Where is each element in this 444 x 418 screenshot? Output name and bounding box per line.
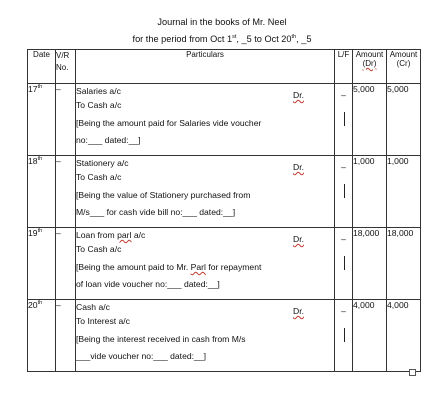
entry-narration-line2: M/s___ for cash vide bill no:___ dated:__] bbox=[76, 207, 236, 217]
entry-amount-dr: 5,000 bbox=[353, 84, 387, 156]
entry-amount-cr: 4,000 bbox=[387, 300, 421, 372]
entry-day-suffix: th bbox=[37, 228, 43, 235]
entry-lf-dash: – bbox=[341, 162, 346, 172]
entry-credit-account: To Cash a/c bbox=[76, 172, 122, 182]
entry-dr-label: Dr. bbox=[293, 90, 304, 100]
entry-day: 19 bbox=[28, 228, 38, 238]
period-start-suffix: st bbox=[232, 33, 237, 40]
entry-vr: – bbox=[56, 300, 76, 372]
spellcheck-word: Parl bbox=[190, 262, 206, 272]
entry-day: 17 bbox=[28, 84, 38, 94]
period-end-suffix: th bbox=[291, 33, 297, 40]
header-amount-dr-line2: (Dr) bbox=[362, 59, 377, 68]
journal-entry-row bbox=[28, 228, 421, 300]
entry-day: 18 bbox=[28, 156, 38, 166]
header-amount-cr-line1: Amount bbox=[389, 50, 418, 59]
entry-amount-dr: 1,000 bbox=[353, 156, 387, 228]
header-amount-cr bbox=[387, 50, 421, 84]
entry-narration-line1: [Being the amount paid to Mr. Parl for repayment bbox=[76, 262, 262, 272]
entry-narration bbox=[76, 187, 334, 221]
entry-day: 20 bbox=[28, 300, 38, 310]
entry-dr-label: Dr. bbox=[293, 306, 304, 316]
entry-debit-account-text: Loan from parl a/c bbox=[76, 230, 146, 240]
entry-lf-dash: – bbox=[341, 306, 346, 316]
entry-lf-dash: – bbox=[341, 234, 346, 244]
entry-narration bbox=[76, 331, 334, 365]
entry-date bbox=[28, 228, 56, 300]
entry-lf bbox=[335, 300, 353, 372]
entry-amount-cr: 5,000 bbox=[387, 84, 421, 156]
entry-vr: – bbox=[56, 228, 76, 300]
entry-narration bbox=[76, 115, 334, 149]
entry-narration bbox=[76, 259, 334, 293]
entry-debit-account: Cash a/c bbox=[76, 302, 110, 312]
header-vr bbox=[56, 50, 76, 84]
period-start: for the period from Oct 1 bbox=[132, 34, 233, 44]
journal-entry-row bbox=[28, 84, 421, 156]
period-middle: , _5 to Oct 20 bbox=[236, 34, 292, 44]
entry-amount-cr: 1,000 bbox=[387, 156, 421, 228]
entry-date bbox=[28, 156, 56, 228]
entry-amount-dr: 4,000 bbox=[353, 300, 387, 372]
entry-narration-line2: of loan vide voucher no:___ dated:__] bbox=[76, 279, 220, 289]
entry-lf-bar bbox=[344, 112, 345, 126]
table-resize-handle[interactable] bbox=[409, 369, 416, 376]
entry-amount-cr: 18,000 bbox=[387, 228, 421, 300]
entry-debit-account: Stationery a/c bbox=[76, 158, 129, 168]
header-date: Date bbox=[28, 50, 56, 84]
entry-lf bbox=[335, 156, 353, 228]
entry-credit-account: To Cash a/c bbox=[76, 100, 122, 110]
entry-credit-account: To Interest a/c bbox=[76, 316, 130, 326]
entry-narration-line2: no:___ dated:__] bbox=[76, 135, 141, 145]
entry-vr: – bbox=[56, 84, 76, 156]
entry-narration-line1: [Being the amount paid for Salaries vide voucher bbox=[76, 118, 262, 128]
header-particulars: Particulars bbox=[76, 50, 335, 84]
journal-entry-row bbox=[28, 156, 421, 228]
entry-day-suffix: th bbox=[37, 156, 43, 163]
entry-narration-line2: ___vide voucher no:___ dated:__] bbox=[76, 351, 206, 361]
entry-lf-dash: – bbox=[341, 90, 346, 100]
header-amount-dr-line1: Amount bbox=[355, 50, 384, 59]
entry-lf-bar bbox=[344, 256, 345, 270]
header-amount-dr bbox=[353, 50, 387, 84]
entry-particulars bbox=[76, 156, 335, 228]
header-lf: L/F bbox=[335, 50, 353, 84]
entry-day-suffix: th bbox=[37, 300, 43, 307]
entry-dr-label: Dr. bbox=[293, 162, 304, 172]
header-amount-cr-line2: (Cr) bbox=[396, 59, 411, 68]
entry-date bbox=[28, 84, 56, 156]
entry-particulars bbox=[76, 228, 335, 300]
entry-particulars bbox=[76, 300, 335, 372]
entry-lf-bar bbox=[344, 328, 345, 342]
entry-credit-account: To Cash a/c bbox=[76, 244, 122, 254]
entry-debit-account: Salaries a/c bbox=[76, 86, 121, 96]
entry-narration-line1: [Being the interest received in cash from M/s bbox=[76, 334, 246, 344]
header-vr-line1: V/R bbox=[56, 51, 70, 60]
journal-table bbox=[27, 49, 421, 372]
header-vr-line2: No. bbox=[56, 63, 69, 72]
entry-day-suffix: th bbox=[37, 84, 43, 91]
journal-period bbox=[0, 34, 444, 44]
journal-entry-row bbox=[28, 300, 421, 372]
entry-amount-dr: 18,000 bbox=[353, 228, 387, 300]
entry-date bbox=[28, 300, 56, 372]
entry-lf-bar bbox=[344, 184, 345, 198]
entry-dr-label: Dr. bbox=[293, 234, 304, 244]
entry-particulars bbox=[76, 84, 335, 156]
entry-lf bbox=[335, 228, 353, 300]
entry-narration-line1: [Being the value of Stationery purchased from bbox=[76, 190, 251, 200]
entry-vr: – bbox=[56, 156, 76, 228]
entry-lf bbox=[335, 84, 353, 156]
period-end: , _5 bbox=[296, 34, 312, 44]
header-row bbox=[28, 50, 421, 84]
journal-title: Journal in the books of Mr. Neel bbox=[157, 17, 287, 27]
spellcheck-word: parl bbox=[117, 230, 132, 240]
